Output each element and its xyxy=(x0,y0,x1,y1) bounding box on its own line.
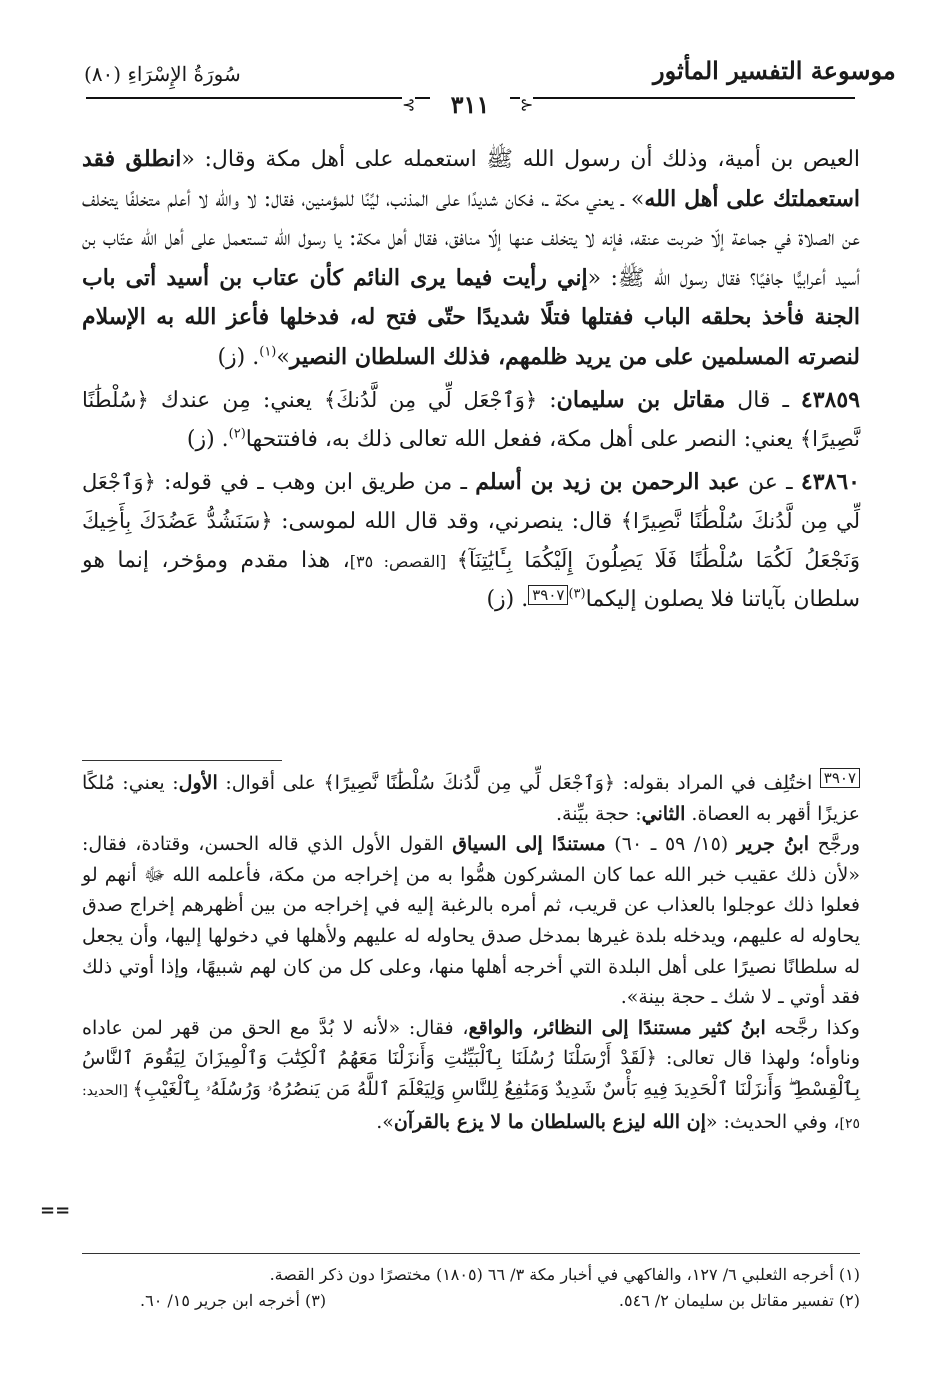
quran-verse: ﴿سَنَشُدُّ عَضُدَكَ بِأَخِيكَ وَنَجْعَلُ لَكُمَا سُلْطَٰنًا فَلَا يَصِلُونَ إِلَيْكُمَا بِـَٔايَٰتِنَآ﴾ xyxy=(82,509,861,572)
text: القول الأول الذي قاله الحسن، وقتادة، فقال: «لأن ذلك عقيب خبر الله عما كان المشركون همُّوا به من إخراجه من مكة، فأعلمه الله ﷻ أنهم لو فعلوا ذلك عوجلوا بالعذاب عن قريب، ثم أمره بالرغبة إليه في إخراجه من بين أظهرهم إخراج صدق يحاوله له عليهم، ويدخله بلدة غيرها بمدخل صدق يحاوله له عليهم ولأهلها في دخولها إليها، وأن يجعل له سلطانًا نصيرًا على أهل البلدة التي أخرجه أهلها منها، وعلى كل من كان لهم شبيهًا، وإذا أوتي ذلك فقد أوتي ـ لا شك ـ حجة بينة». xyxy=(82,833,860,1009)
narrator-name: مقاتل بن سليمان xyxy=(556,387,726,413)
text: يعني: النصر على أهل مكة، ففعل الله تعالى ذلك به، فافتتحها xyxy=(245,427,800,452)
text: ، وفي الحديث: « xyxy=(705,1110,840,1133)
commentary-ibn-jarir xyxy=(82,829,860,1013)
text: » ـ يعني مكة ـ، فكان شديدًا على المذنب، ليِّنًا للمؤمنين، فقال: لا والله لا أعلم متخلفًا يتخلف عن الصلاة في جماعة إلّا ضربت عنقه، فإنه لا يتخلف عنها إلّا منافق، فقال أهل مكة: يا رسول الله تستعمل على أهل الله عتّاب بن أسيد أعرابيًّا جافيًا؟ فقال رسول الله ﷺ: « xyxy=(82,186,860,291)
text: ، هذا مقدم ومؤخر، إنما هو سلطان بآياتنا فلا يصلون إليكما xyxy=(82,548,860,612)
method-label: مستندًا إلى السياق xyxy=(452,833,606,856)
footnote-marker: (٢) xyxy=(228,426,246,442)
page-number: ٣١١ xyxy=(430,90,510,120)
main-text xyxy=(82,140,860,619)
narrator-name: عبد الرحمن بن زيد بن أسلم xyxy=(475,469,740,495)
text: ـ من طريق ابن وهب ـ في قوله: xyxy=(155,470,476,495)
text: : حجة بيِّنة. xyxy=(556,802,642,825)
opinion-label: الثاني xyxy=(641,802,686,825)
footnote-2: (٢) تفسير مقاتل بن سليمان ٢/ ٥٤٦. xyxy=(618,1291,860,1310)
hadith-text: إني رأيت فيما يرى النائم كأن عتاب بن أسيد أتى باب الجنة فأخذ بحلقه الباب ففتلها فتلًا شديدًا حتّى فتح له، فدخلها فأعز الله به الإسلام لنصرته المسلمين على من يريد ظلمهم، فذلك السلطان النصير xyxy=(82,264,860,370)
quran-verse: ﴿سُلْطَٰنًا نَّصِيرًا﴾ xyxy=(82,388,860,451)
narration-paragraph xyxy=(82,140,860,377)
hadith-text: إن الله ليزع بالسلطان ما لا يزع بالقرآن xyxy=(393,1110,706,1133)
surah-label: سُورَةُ الإِسْرَاءِ (٨٠) xyxy=(84,62,241,86)
commentary-number-box: ٣٩٠٧ xyxy=(820,768,860,788)
text: . (ز) xyxy=(186,427,229,452)
text: : xyxy=(537,388,557,413)
method-label: مستندًا إلى النظائر، والواقع xyxy=(468,1016,692,1039)
text: ». xyxy=(376,1110,394,1133)
footnote-separator xyxy=(82,1253,860,1254)
text: اختُلِف في المراد بقوله: xyxy=(615,772,820,794)
verse-reference: [الحديد: ٢٥] xyxy=(82,1082,860,1132)
opinion-label: الأول xyxy=(178,772,218,794)
commentary-ref-box: ٣٩٠٧ xyxy=(528,585,568,605)
footnotes xyxy=(140,1262,860,1314)
text: ، فقال: «لأنه لا بُدَّ مع الحق من قهر لمن عاداه وناوأه؛ ولهذا قال تعالى: xyxy=(82,1016,860,1070)
narration-43860 xyxy=(82,463,860,619)
footnote-marker: (٣) xyxy=(568,586,586,602)
text: ورجَّح xyxy=(809,833,861,856)
text: » xyxy=(276,344,290,370)
footnote-1: (١) أخرجه الثعلبي ٦/ ١٢٧، والفاكهي في أخبار مكة ٣/ ٦٦ (١٨٠٥) مختصرًا دون ذكر القصة. xyxy=(269,1265,860,1284)
text: (١٥/ ٥٩ ـ ٦٠) xyxy=(605,833,737,856)
text: : يعني: مُلكًا عزيزًا أقهر به العصاة. xyxy=(82,772,860,825)
scholar-name: ابنُ جرير xyxy=(736,833,810,856)
ornament-left-icon: ⊰ xyxy=(402,95,416,114)
text: وكذا رجَّحه xyxy=(765,1016,860,1039)
quran-verse: ﴿وَٱجْعَل لِّي مِن لَّدُنكَ﴾ xyxy=(323,388,538,412)
commentary-opinions xyxy=(82,768,860,829)
narration-43859 xyxy=(82,381,860,459)
commentary-ibn-kathir xyxy=(82,1013,860,1139)
text: قال: ينصرني، وقد قال الله لموسى: xyxy=(272,509,621,534)
text: على أقوال: xyxy=(217,772,324,794)
hadith-text: انطلق فقد استعملتك على أهل الله xyxy=(82,146,860,212)
ornament-right-icon: ⊱ xyxy=(520,95,534,114)
text: ـ قال xyxy=(725,388,801,413)
text: العيص بن أمية، وذلك أن رسول الله ﷺ استعمله على أهل مكة وقال: « xyxy=(181,147,861,172)
continuation-marker: == xyxy=(40,1200,71,1221)
scholar-name: ابنُ كثير xyxy=(700,1016,766,1039)
commentary-separator xyxy=(82,760,282,761)
text: يعني: مِن عندك xyxy=(148,388,324,413)
quran-verse: ﴿وَٱجْعَل لِّي مِن لَّدُنكَ سُلْطَٰنًا نَّصِيرًا﴾ xyxy=(82,470,860,533)
commentary xyxy=(82,768,860,1139)
text: . (ز) xyxy=(217,344,260,370)
quran-verse: ﴿وَٱجْعَل لِّي مِن لَّدُنكَ سُلْطَٰنًا نَّصِيرًا﴾ xyxy=(323,772,616,794)
footnote-row xyxy=(140,1288,860,1314)
text: ـ عن xyxy=(739,470,801,495)
quran-verse: ﴿لَقَدْ أَرْسَلْنَا رُسُلَنَا بِٱلْبَيِّنَٰتِ وَأَنزَلْنَا مَعَهُمُ ٱلْكِتَٰبَ وَٱلْمِيزَانَ لِيَقُومَ ٱلنَّاسُ بِٱلْقِسْطِ ۖ وَأَنزَلْنَا ٱلْحَدِيدَ فِيهِ بَأْسٌ شَدِيدٌ وَمَنَٰفِعُ لِلنَّاسِ وَلِيَعْلَمَ ٱللَّهُ مَن يَنصُرُهُۥ وَرُسُلَهُۥ بِٱلْغَيْبِ﴾ xyxy=(82,1047,860,1100)
book-title: موسوعة التفسير المأثور xyxy=(653,56,896,85)
footnote-3: (٣) أخرجه ابن جرير ١٥/ ٦٠. xyxy=(140,1291,327,1310)
text: . (ز) xyxy=(486,587,529,612)
narration-number: ٤٣٨٦٠ xyxy=(800,469,860,495)
footnote-marker: (١) xyxy=(259,344,277,360)
narration-number: ٤٣٨٥٩ xyxy=(800,387,861,413)
page-number-group xyxy=(380,90,560,120)
verse-reference: [القصص: ٣٥] xyxy=(349,552,457,571)
